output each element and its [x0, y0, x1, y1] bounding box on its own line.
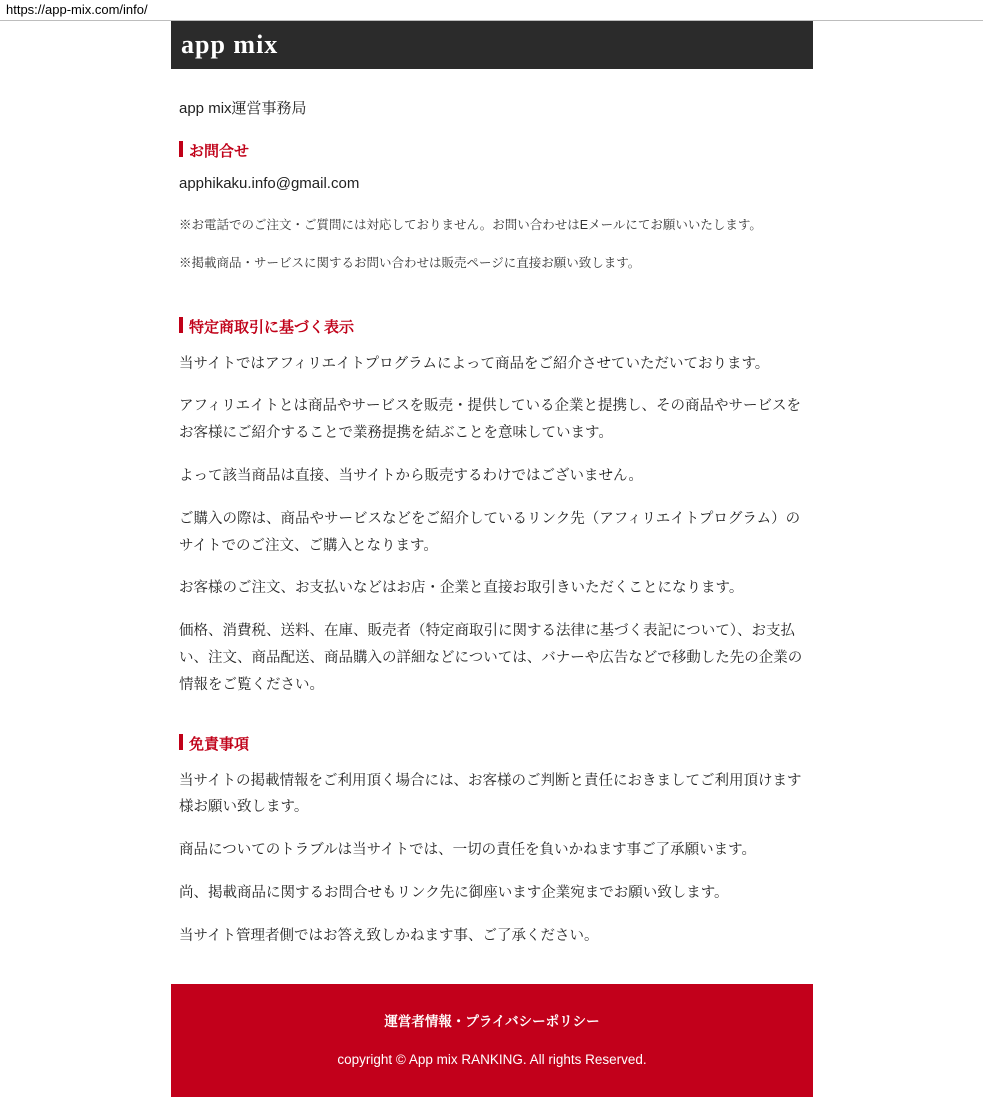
section-heading-commerce: 特定商取引に基づく表示: [179, 316, 805, 337]
footer-copyright: copyright © App mix RANKING. All rights Reserved.: [337, 1051, 647, 1067]
commerce-paragraph: アフィリエイトとは商品やサービスを販売・提供している企業と提携し、その商品やサービスをお客様にご紹介することで業務提携を結ぶことを意味しています。: [179, 398, 802, 442]
commerce-paragraph: ご購入の際は、商品やサービスなどをご紹介しているリンク先（アフィリエイトプログラム）のサイトでのご注文、ご購入となります。: [179, 510, 801, 554]
commerce-paragraph: 価格、消費税、送料、在庫、販売者（特定商取引に関する法律に基づく表記について）、お支払い、注文、商品配送、商品購入の詳細などについては、バナーや広告などで移動した先の企業の情報をご覧ください。: [179, 623, 803, 693]
browser-url-bar[interactable]: [0, 0, 983, 21]
disclaimer-paragraph: 尚、掲載商品に関するお問合せもリンク先に御座います企業宛までお願い致します。: [179, 885, 729, 902]
commerce-paragraph: お客様のご注文、お支払いなどはお店・企業と直接お取引きいただくことになります。: [179, 580, 744, 597]
content-container: [171, 21, 813, 1097]
spacer: [179, 715, 805, 733]
organization-name: app mix運営事務局: [179, 100, 307, 117]
footer-links[interactable]: 運営者情報・プライバシーポリシー: [384, 1013, 600, 1029]
page-root: [0, 21, 983, 1097]
site-footer: [171, 984, 813, 1097]
disclaimer-paragraph: 商品についてのトラブルは当サイトでは、一切の責任を負いかねます事ご了承願います。: [179, 842, 756, 859]
section-heading-contact: お問合せ: [179, 140, 805, 161]
page-body: [171, 97, 813, 950]
disclaimer-paragraph: 当サイトの掲載情報をご利用頂く場合には、お客様のご判断と責任におきましてご利用頂けます様お願い致します。: [179, 772, 802, 816]
spacer: [179, 290, 805, 316]
commerce-paragraph: よって該当商品は直接、当サイトから販売するわけではございません。: [179, 467, 643, 484]
site-title[interactable]: app mix: [181, 30, 279, 59]
site-header: [171, 21, 813, 69]
commerce-paragraph: 当サイトではアフィリエイトプログラムによって商品をご紹介させていただいております。: [179, 355, 770, 372]
disclaimer-paragraph: 当サイト管理者側ではお答え致しかねます事、ご了承ください。: [179, 927, 599, 944]
section-heading-disclaimer: 免責事項: [179, 733, 805, 754]
contact-note-2: ※掲載商品・サービスに関するお問い合わせは販売ページに直接お願い致します。: [179, 255, 641, 270]
contact-note-1: ※お電話でのご注文・ご質問には対応しておりません。お問い合わせはEメールにてお願いいたします。: [179, 218, 762, 232]
url-text: https://app-mix.com/info/: [6, 2, 148, 17]
contact-email: apphikaku.info@gmail.com: [179, 175, 360, 192]
